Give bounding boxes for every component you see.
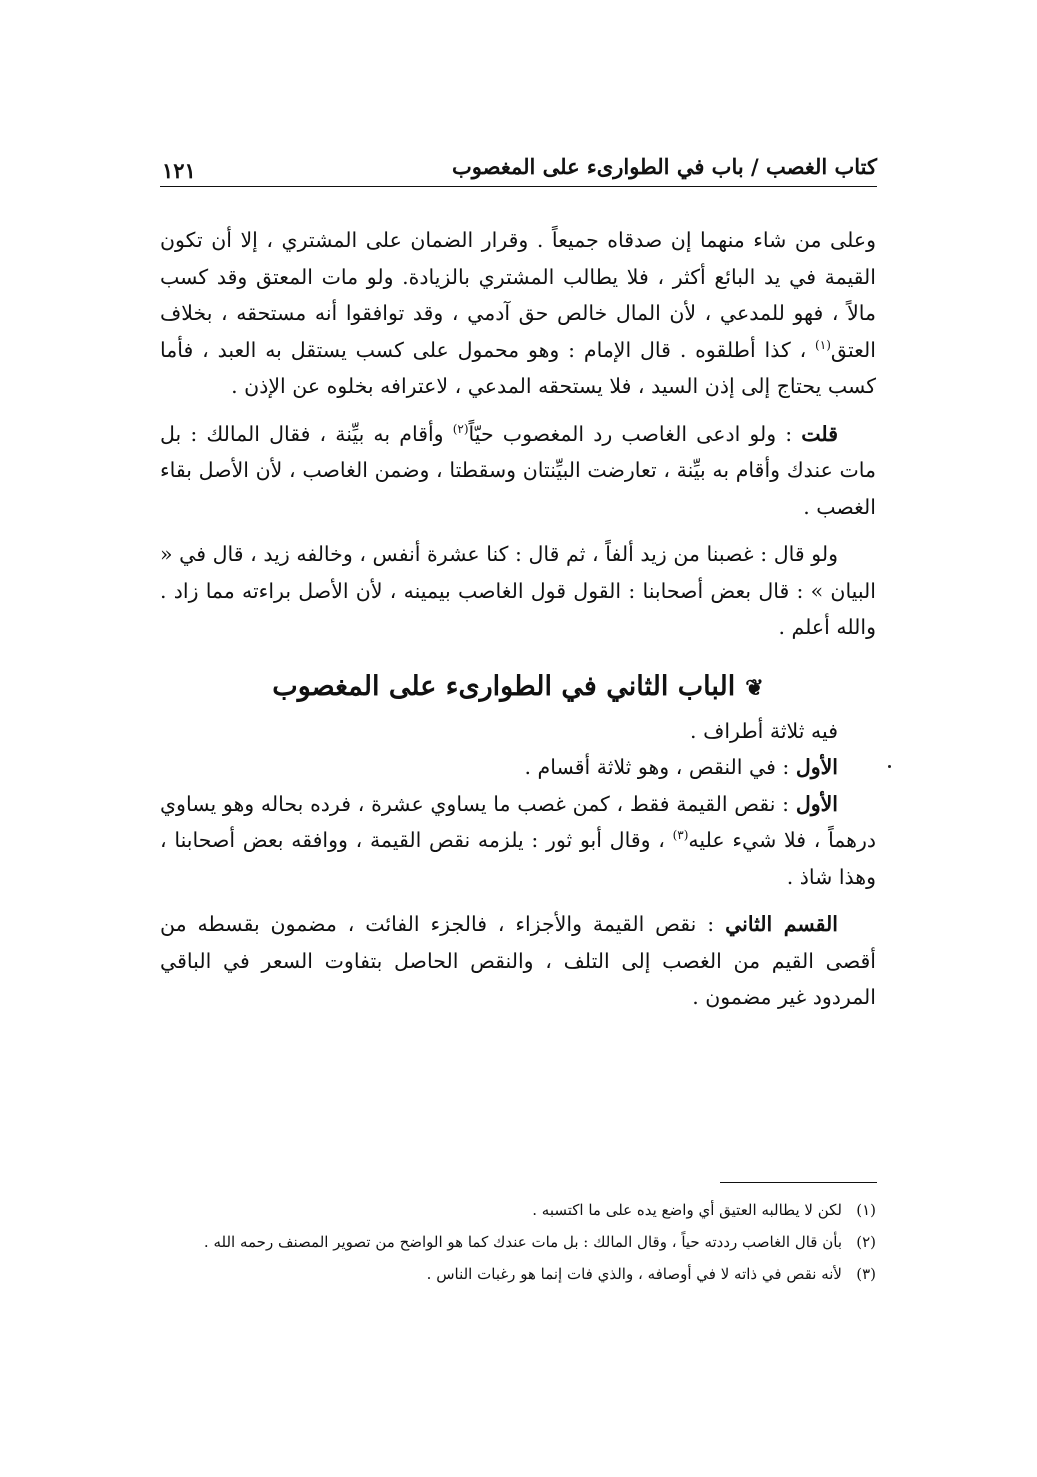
footnote-2: (٢) بأن قال الغاصب رددته حياً ، وقال المالك : بل مات عندك كما هو الواضح من تصوير المصنف رحمه الله . (203, 1233, 876, 1251)
main-text (160, 222, 876, 1016)
footnote-ref-2: (٢) (452, 421, 469, 436)
margin-dot (888, 765, 891, 768)
page-header (160, 150, 877, 187)
footnote-separator (720, 1182, 877, 1183)
paragraph-1: وعلى من شاء منهما إن صدقاه جميعاً . وقرار الضمان على المشتري ، إلا أن تكون القيمة في يد البائع أكثر ، فلا يطالب المشتري بالزيادة. ولو مات المعتق وقد كسب مالاً ، فهو للمدعي ، لأن المال خالص حق آدمي ، وقد توافقوا أنه مستحقه ، بخلاف العتق$^{(١)}$ ، كذا أطلقوه . قال الإمام : وهو محمول على كسب يستقل به العبد ، فأما كسب يحتاج إلى إذن السيد ، فلا يستحقه المدعي ، لاعترافه بخلوه عن الإذن . (160, 228, 876, 398)
footnote-1: (١) لكن لا يطالبه العتيق أي واضع يده على ما اكتسبه . (532, 1201, 876, 1219)
paragraph-2: قلت : ولو ادعى الغاصب رد المغصوب حيّاً$^{(٢)}$ وأقام به بيِّنة ، فقال المالك : بل مات عندك وأقام به بيِّنة ، تعارضت البيِّنتان وسقطتا ، وضمن الغاصب ، لأن الأصل بقاء الغصب . (160, 421, 876, 519)
footnote-ref-3: (٣) (672, 828, 689, 843)
section-1: الأول : في النقص ، وهو ثلاثة أقسام . (524, 755, 838, 779)
chapter-mark-icon: ❦ (745, 674, 764, 701)
footnote-ref-1: (١) (815, 337, 831, 352)
paragraph-3: ولو قال : غصبنا من زيد ألفاً ، ثم قال : كنا عشرة أنفس ، وخالفه زيد ، قال في « البيان » : قال بعض أصحابنا : القول قول الغاصب بيمينه ، لأن الأصل براءته مما زاد . والله أعلم . (160, 542, 876, 639)
page-number: ١٢١ (162, 158, 196, 183)
footnote-3: (٣) لأنه نقص في ذاته لا في أوصافه ، والذي فات إنما هو رغبات الناس . (426, 1265, 876, 1283)
footnotes (160, 1196, 876, 1292)
section-1-first: الأول : نقص القيمة فقط ، كمن غصب ما يساوي عشرة ، فرده بحاله وهو يساوي درهماً ، فلا شيء عليه$^{(٣)}$ ، وقال أبو ثور : يلزمه نقص القيمة ، ووافقه بعض أصحابنا ، وهذا شاذ . (160, 791, 877, 889)
running-title: كتاب الغصب / باب في الطوارىء على المغصوب (451, 154, 877, 179)
chapter-title: ❦الباب الثاني في الطوارىء على المغصوب (272, 670, 764, 702)
section-second-part: القسم الثاني : نقص القيمة والأجزاء ، فالجزء الفائت ، مضمون بقسطه من أقصى القيم من الغصب إلى التلف ، والنقص الحاصل بتفاوت السعر في الباقي المردود غير مضمون . (160, 912, 876, 1009)
chapter-intro: فيه ثلاثة أطراف . (690, 718, 838, 743)
